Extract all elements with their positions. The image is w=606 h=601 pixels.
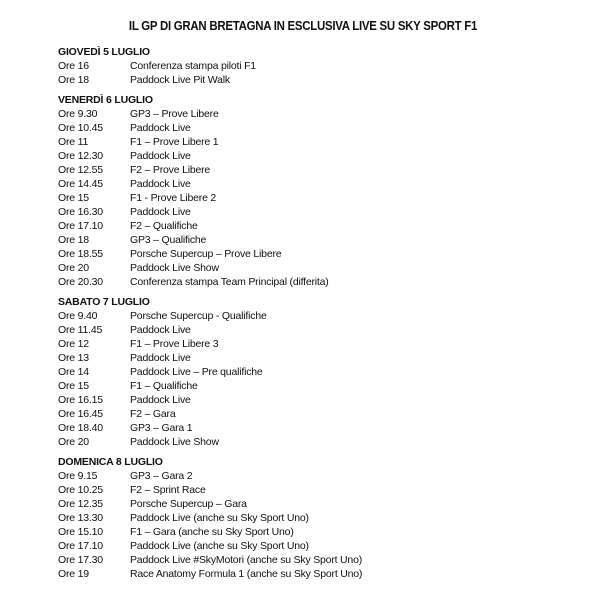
schedule-row — [58, 275, 578, 289]
schedule-row — [58, 337, 578, 351]
event-name: Paddock Live — [130, 352, 191, 364]
schedule-row — [58, 435, 578, 449]
event-time: Ore 17.30 — [58, 554, 103, 566]
schedule-row — [58, 351, 578, 365]
event-name: GP3 – Prove Libere — [130, 108, 219, 120]
schedule-row — [58, 177, 578, 191]
event-time: Ore 13 — [58, 352, 89, 364]
event-name: F1 – Prove Libere 3 — [130, 338, 219, 350]
event-time: Ore 20 — [58, 262, 89, 274]
event-name: Paddock Live Show — [130, 436, 219, 448]
event-time: Ore 20 — [58, 436, 89, 448]
event-name: Conferenza stampa Team Principal (differita) — [130, 276, 329, 288]
day-heading: DOMENICA 8 LUGLIO — [58, 456, 163, 468]
schedule — [58, 45, 578, 587]
day-heading: SABATO 7 LUGLIO — [58, 296, 150, 308]
schedule-row — [58, 511, 578, 525]
event-name: Paddock Live – Pre qualifiche — [130, 366, 263, 378]
event-name: Paddock Live — [130, 150, 191, 162]
event-time: Ore 11.45 — [58, 324, 103, 336]
schedule-row — [58, 205, 578, 219]
day-heading: GIOVEDÌ 5 LUGLIO — [58, 46, 150, 58]
event-name: Conferenza stampa piloti F1 — [130, 60, 256, 72]
event-time: Ore 15 — [58, 380, 89, 392]
schedule-row — [58, 379, 578, 393]
event-time: Ore 19 — [58, 568, 89, 580]
schedule-row — [58, 365, 578, 379]
event-time: Ore 15.10 — [58, 526, 103, 538]
day-heading: VENERDÌ 6 LUGLIO — [58, 94, 153, 106]
event-name: Race Anatomy Formula 1 (anche su Sky Sport Uno) — [130, 568, 363, 580]
schedule-row — [58, 421, 578, 435]
event-name: Paddock Live — [130, 178, 191, 190]
event-name: Paddock Live (anche su Sky Sport Uno) — [130, 540, 309, 552]
event-time: Ore 18.40 — [58, 422, 103, 434]
day-section — [58, 455, 578, 581]
event-time: Ore 13.30 — [58, 512, 103, 524]
event-name: Paddock Live — [130, 206, 191, 218]
event-name: F1 – Qualifiche — [130, 380, 198, 392]
schedule-row — [58, 483, 578, 497]
event-name: Paddock Live — [130, 122, 191, 134]
event-name: Porsche Supercup – Prove Libere — [130, 248, 282, 260]
event-name: Paddock Live — [130, 394, 191, 406]
schedule-row — [58, 261, 578, 275]
event-time: Ore 11 — [58, 136, 89, 148]
schedule-row — [58, 497, 578, 511]
event-time: Ore 9.40 — [58, 310, 98, 322]
event-time: Ore 20.30 — [58, 276, 103, 288]
schedule-row — [58, 407, 578, 421]
schedule-row — [58, 309, 578, 323]
schedule-row — [58, 567, 578, 581]
event-time: Ore 18.55 — [58, 248, 103, 260]
schedule-row — [58, 149, 578, 163]
event-time: Ore 14 — [58, 366, 89, 378]
event-time: Ore 9.30 — [58, 108, 98, 120]
schedule-row — [58, 525, 578, 539]
schedule-row — [58, 539, 578, 553]
event-time: Ore 18 — [58, 234, 89, 246]
event-time: Ore 12.35 — [58, 498, 103, 510]
event-time: Ore 9.15 — [58, 470, 98, 482]
event-name: Paddock Live #SkyMotori (anche su Sky Sport Uno) — [130, 554, 363, 566]
event-name: F2 – Qualifiche — [130, 220, 198, 232]
event-time: Ore 17.10 — [58, 220, 103, 232]
schedule-row — [58, 59, 578, 73]
event-time: Ore 14.45 — [58, 178, 103, 190]
schedule-row — [58, 247, 578, 261]
event-name: F1 – Gara (anche su Sky Sport Uno) — [130, 526, 294, 538]
schedule-row — [58, 323, 578, 337]
event-name: F2 – Prove Libere — [130, 164, 211, 176]
event-time: Ore 16.15 — [58, 394, 103, 406]
schedule-row — [58, 121, 578, 135]
schedule-row — [58, 553, 578, 567]
event-name: Paddock Live Show — [130, 262, 219, 274]
event-name: F1 - Prove Libere 2 — [130, 192, 217, 204]
schedule-row — [58, 393, 578, 407]
event-time: Ore 15 — [58, 192, 89, 204]
event-time: Ore 12 — [58, 338, 89, 350]
schedule-row — [58, 219, 578, 233]
event-name: GP3 – Gara 2 — [130, 470, 193, 482]
schedule-row — [58, 73, 578, 87]
event-time: Ore 10.25 — [58, 484, 103, 496]
schedule-row — [58, 191, 578, 205]
event-name: GP3 – Qualifiche — [130, 234, 207, 246]
day-section — [58, 295, 578, 449]
day-section — [58, 45, 578, 87]
schedule-row — [58, 233, 578, 247]
schedule-row — [58, 135, 578, 149]
event-name: F2 – Sprint Race — [130, 484, 206, 496]
event-name: Porsche Supercup - Qualifiche — [130, 310, 267, 322]
event-name: GP3 – Gara 1 — [130, 422, 193, 434]
event-name: Paddock Live — [130, 324, 191, 336]
schedule-row — [58, 469, 578, 483]
event-name: Paddock Live Pit Walk — [130, 74, 230, 86]
event-name: Porsche Supercup – Gara — [130, 498, 247, 510]
event-name: Paddock Live (anche su Sky Sport Uno) — [130, 512, 309, 524]
event-time: Ore 10.45 — [58, 122, 103, 134]
schedule-row — [58, 163, 578, 177]
event-time: Ore 16.45 — [58, 408, 103, 420]
event-time: Ore 17.10 — [58, 540, 103, 552]
event-time: Ore 12.30 — [58, 150, 103, 162]
event-name: F1 – Prove Libere 1 — [130, 136, 219, 148]
day-section — [58, 93, 578, 289]
event-time: Ore 16 — [58, 60, 89, 72]
event-time: Ore 16.30 — [58, 206, 103, 218]
event-name: F2 – Gara — [130, 408, 176, 420]
schedule-row — [58, 107, 578, 121]
event-time: Ore 18 — [58, 74, 89, 86]
event-time: Ore 12.55 — [58, 164, 103, 176]
page-title: IL GP DI GRAN BRETAGNA IN ESCLUSIVA LIVE SU SKY SPORT F1 — [128, 18, 478, 33]
